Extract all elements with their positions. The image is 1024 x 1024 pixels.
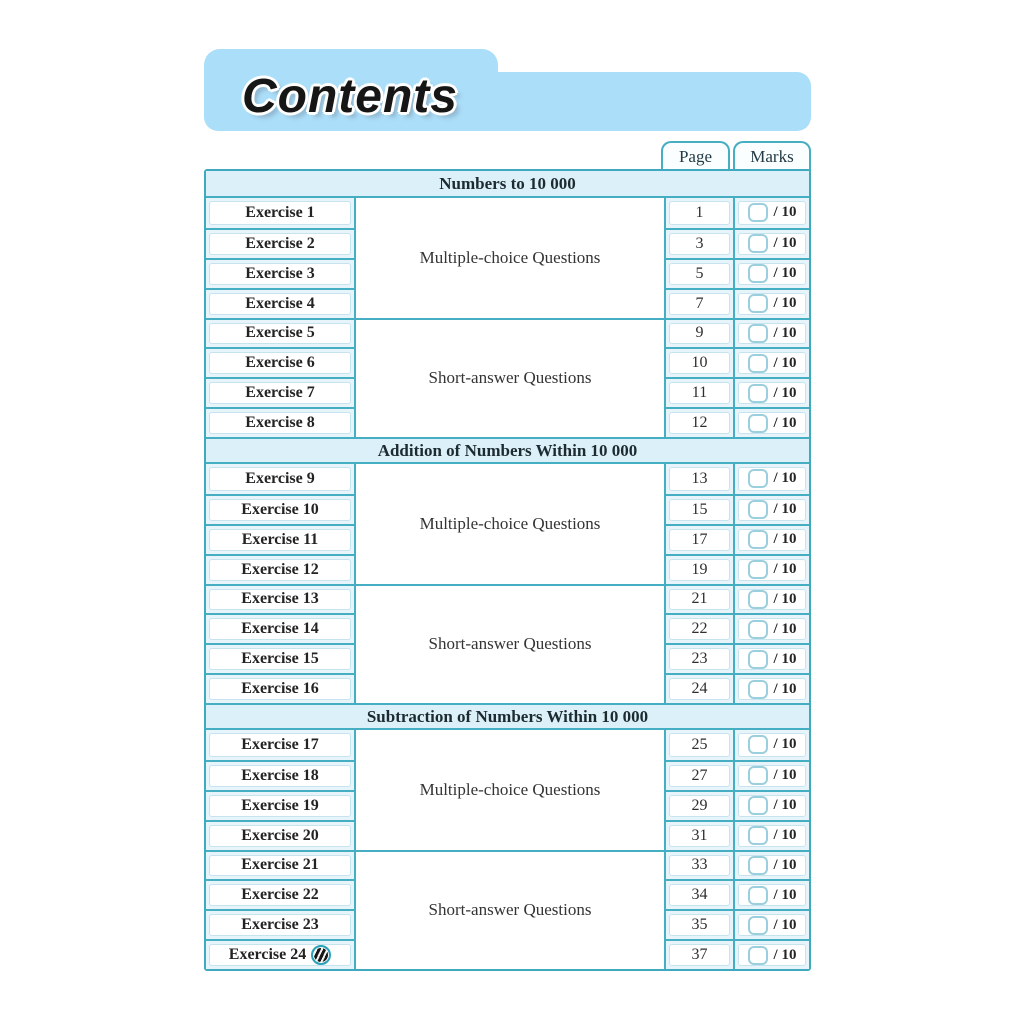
marks-box-icon [748,650,768,669]
marks-label: / 10 [773,354,797,371]
exercise-label: Exercise 7 [245,384,315,402]
marks-cell-inner [738,467,806,491]
marks-label: / 10 [773,916,797,933]
marks-box-icon [748,264,768,283]
marks-cell-inner [738,618,806,640]
page-number-inner [669,944,730,966]
marks-label: / 10 [773,531,797,548]
marks-cell [735,524,809,554]
question-type-label: Short-answer Questions [428,634,592,654]
marks-cell [735,909,809,939]
marks-label: / 10 [773,650,797,667]
exercise-cell-inner [209,618,351,640]
marks-cell [735,820,809,850]
exercise-cell [206,258,356,288]
marks-box-icon [748,354,768,373]
page-number-cell [666,613,735,643]
exercise-cell-inner [209,382,351,404]
exercise-cell [206,939,356,969]
page-number: 7 [695,294,704,312]
marks-box-icon [748,856,768,875]
page-number: 12 [691,414,708,432]
page-number: 35 [691,916,708,934]
page-number: 29 [691,796,708,814]
marks-cell [735,198,809,228]
marks-label: / 10 [773,324,797,341]
page-number: 5 [695,264,704,282]
page-number-cell [666,554,735,584]
exercise-label: Exercise 20 [241,826,319,844]
marks-cell-inner [738,944,806,966]
exercise-cell [206,673,356,703]
marks-cell [735,347,809,377]
page-number: 13 [691,469,708,487]
page-number: 21 [691,590,708,608]
section-rows [206,730,809,969]
page-number-cell [666,730,735,760]
page-number-inner [669,855,730,877]
page-number-inner [669,499,730,521]
page-number: 15 [691,500,708,518]
marks-cell-inner [738,678,806,700]
page-number-inner [669,765,730,787]
exercise-cell-inner [209,884,351,906]
marks-cell [735,879,809,909]
exercise-label: Exercise 22 [241,886,319,904]
exercise-label: Exercise 14 [241,620,319,638]
exercise-label: Exercise 5 [245,324,315,342]
column-tab-marks [733,141,811,171]
page-title: Contents [242,70,458,123]
page-number-inner [669,648,730,670]
striped-badge-icon [311,945,331,965]
exercise-cell-inner [209,914,351,936]
marks-box-icon [748,203,768,222]
marks-label: / 10 [773,620,797,637]
marks-box-icon [748,796,768,815]
section-rows [206,198,809,437]
marks-box-icon [748,886,768,905]
marks-cell [735,613,809,643]
marks-label: / 10 [773,561,797,578]
marks-cell-inner [738,884,806,906]
page-number-inner [669,467,730,491]
question-type-cell [356,584,666,704]
exercise-cell [206,643,356,673]
page-number: 34 [691,886,708,904]
marks-cell-inner [738,293,806,315]
page-number-inner [669,233,730,255]
question-type-cell [356,198,666,318]
page-number-cell [666,643,735,673]
marks-label: / 10 [773,767,797,784]
exercise-label: Exercise 10 [241,500,319,518]
marks-cell [735,407,809,437]
exercise-label: Exercise 16 [241,680,319,698]
question-type-label: Short-answer Questions [428,900,592,920]
exercise-label: Exercise 11 [241,530,319,548]
question-type-label: Multiple-choice Questions [419,247,601,267]
marks-label: / 10 [773,886,797,903]
page-number: 19 [691,560,708,578]
marks-cell-inner [738,352,806,374]
exercise-cell [206,730,356,760]
question-type-cell [356,850,666,970]
page-number-inner [669,412,730,434]
marks-box-icon [748,294,768,313]
exercise-label: Exercise 18 [241,766,319,784]
section-header: Numbers to 10 000 [206,171,809,198]
exercise-cell [206,909,356,939]
marks-box-icon [748,620,768,639]
marks-cell [735,850,809,880]
question-type-cell [356,318,666,438]
page-number: 25 [691,735,708,753]
page-number-cell [666,464,735,494]
exercise-cell-inner [209,412,351,434]
page-number-cell [666,584,735,614]
marks-cell-inner [738,233,806,255]
exercise-cell-inner [209,263,351,285]
marks-box-icon [748,414,768,433]
exercise-cell [206,554,356,584]
marks-label: / 10 [773,235,797,252]
exercise-cell [206,790,356,820]
marks-box-icon [748,324,768,343]
marks-cell [735,554,809,584]
question-type-label: Short-answer Questions [428,368,592,388]
page-column-label: Page [678,147,713,166]
page-number-cell [666,939,735,969]
exercise-label: Exercise 6 [245,354,315,372]
marks-cell-inner [738,589,806,611]
question-type-cell [356,730,666,850]
page-number-inner [669,795,730,817]
marks-cell-inner [738,323,806,345]
marks-cell-inner [738,529,806,551]
column-tab-page [661,141,730,171]
marks-cell-inner [738,914,806,936]
page-number-inner [669,884,730,906]
page-number: 27 [691,766,708,784]
marks-cell-inner [738,765,806,787]
exercise-label: Exercise 24 [228,946,307,964]
marks-cell [735,494,809,524]
section-header: Subtraction of Numbers Within 10 000 [206,703,809,730]
page-number-cell [666,347,735,377]
marks-cell [735,760,809,790]
page-number-cell [666,760,735,790]
page-number-inner [669,678,730,700]
marks-label: / 10 [773,590,797,607]
exercise-cell-inner [209,352,351,374]
exercise-label: Exercise 1 [245,203,315,221]
toc-section [206,171,809,437]
page-number-cell [666,318,735,348]
marks-label: / 10 [773,295,797,312]
exercise-label: Exercise 8 [245,414,315,432]
exercise-cell [206,494,356,524]
page-number-inner [669,263,730,285]
exercise-cell [206,198,356,228]
marks-box-icon [748,946,768,965]
page-number-cell [666,524,735,554]
page-number-inner [669,589,730,611]
exercise-cell-inner [209,323,351,345]
page-number: 17 [691,530,708,548]
marks-label: / 10 [773,414,797,431]
exercise-cell-inner [209,499,351,521]
page-number: 33 [691,856,708,874]
toc-section [206,437,809,703]
marks-cell [735,258,809,288]
marks-cell [735,464,809,494]
exercise-cell-inner [209,559,351,581]
marks-label: / 10 [773,827,797,844]
exercise-cell-inner [209,467,351,491]
exercise-cell [206,820,356,850]
page-number-inner [669,382,730,404]
marks-box-icon [748,530,768,549]
exercise-cell-inner [209,648,351,670]
marks-box-icon [748,234,768,253]
exercise-cell-inner [209,855,351,877]
page-number-inner [669,293,730,315]
marks-cell-inner [738,733,806,757]
marks-cell-inner [738,559,806,581]
exercise-cell [206,613,356,643]
exercise-cell [206,377,356,407]
page-number-inner [669,559,730,581]
page-number-inner [669,825,730,847]
page-number-cell [666,673,735,703]
marks-cell [735,318,809,348]
marks-cell [735,377,809,407]
page-number-inner [669,914,730,936]
toc-section [206,703,809,969]
page-number-cell [666,850,735,880]
exercise-label: Exercise 3 [245,264,315,282]
marks-box-icon [748,560,768,579]
exercise-label: Exercise 2 [245,234,315,252]
page-number-inner [669,618,730,640]
page-number-inner [669,352,730,374]
marks-box-icon [748,680,768,699]
exercise-cell-inner [209,678,351,700]
exercise-cell-inner [209,201,351,225]
marks-label: / 10 [773,384,797,401]
marks-label: / 10 [773,736,797,753]
marks-box-icon [748,916,768,935]
page-number: 37 [691,946,708,964]
page-number-inner [669,733,730,757]
exercise-cell [206,347,356,377]
exercise-cell-inner [209,293,351,315]
marks-box-icon [748,735,768,754]
exercise-cell [206,464,356,494]
section-header: Addition of Numbers Within 10 000 [206,437,809,464]
exercise-cell [206,879,356,909]
exercise-label: Exercise 21 [241,856,319,874]
question-type-label: Multiple-choice Questions [419,513,601,533]
page-number-cell [666,228,735,258]
page-number-inner [669,529,730,551]
page-number-cell [666,790,735,820]
exercise-cell-inner [209,944,351,966]
marks-label: / 10 [773,680,797,697]
marks-cell-inner [738,825,806,847]
exercise-cell [206,850,356,880]
marks-box-icon [748,826,768,845]
exercise-cell [206,584,356,614]
exercise-label: Exercise 15 [241,650,319,668]
page-number-cell [666,258,735,288]
exercise-cell [206,318,356,348]
exercise-cell [206,760,356,790]
exercise-cell-inner [209,765,351,787]
marks-cell [735,790,809,820]
marks-cell [735,730,809,760]
page-number: 9 [695,324,704,342]
page-number-cell [666,288,735,318]
marks-cell-inner [738,382,806,404]
exercise-cell-inner [209,825,351,847]
page-number: 10 [691,354,708,372]
marks-label: / 10 [773,265,797,282]
page-number-cell [666,377,735,407]
page-number: 24 [691,680,708,698]
page-number-cell [666,198,735,228]
page-number-cell [666,407,735,437]
exercise-cell-inner [209,589,351,611]
page-number-cell [666,494,735,524]
page-number-inner [669,323,730,345]
page-number: 11 [691,384,708,402]
question-type-label: Multiple-choice Questions [419,779,601,799]
marks-cell-inner [738,648,806,670]
marks-column-label: Marks [750,147,794,166]
marks-label: / 10 [773,470,797,487]
exercise-label: Exercise 23 [241,916,319,934]
marks-box-icon [748,590,768,609]
marks-cell-inner [738,412,806,434]
page-number: 23 [691,650,708,668]
marks-cell [735,939,809,969]
page-number: 1 [695,203,704,221]
exercise-cell-inner [209,795,351,817]
exercise-cell [206,288,356,318]
marks-cell-inner [738,263,806,285]
page-number-cell [666,820,735,850]
contents-table [204,169,811,971]
question-type-cell [356,464,666,584]
exercise-cell [206,407,356,437]
marks-box-icon [748,766,768,785]
exercise-label: Exercise 4 [245,294,315,312]
marks-cell-inner [738,795,806,817]
exercise-label: Exercise 13 [241,590,319,608]
exercise-cell [206,524,356,554]
exercise-label: Exercise 19 [241,796,319,814]
marks-cell [735,584,809,614]
marks-cell-inner [738,201,806,225]
marks-label: / 10 [773,501,797,518]
marks-label: / 10 [773,797,797,814]
marks-label: / 10 [773,856,797,873]
exercise-label: Exercise 9 [245,469,315,487]
exercise-cell-inner [209,529,351,551]
page-number: 22 [691,620,708,638]
exercise-cell [206,228,356,258]
exercise-label: Exercise 12 [241,560,319,578]
marks-cell-inner [738,855,806,877]
page-number-inner [669,201,730,225]
page-number-cell [666,909,735,939]
page-number: 3 [695,234,704,252]
marks-cell [735,228,809,258]
marks-cell [735,288,809,318]
marks-cell-inner [738,499,806,521]
marks-cell [735,643,809,673]
marks-box-icon [748,469,768,488]
section-rows [206,464,809,703]
exercise-cell-inner [209,733,351,757]
marks-cell [735,673,809,703]
marks-label: / 10 [773,204,797,221]
page-number: 31 [691,826,708,844]
exercise-label: Exercise 17 [241,735,319,753]
marks-box-icon [748,500,768,519]
marks-label: / 10 [773,946,797,963]
marks-box-icon [748,384,768,403]
exercise-cell-inner [209,233,351,255]
page-number-cell [666,879,735,909]
